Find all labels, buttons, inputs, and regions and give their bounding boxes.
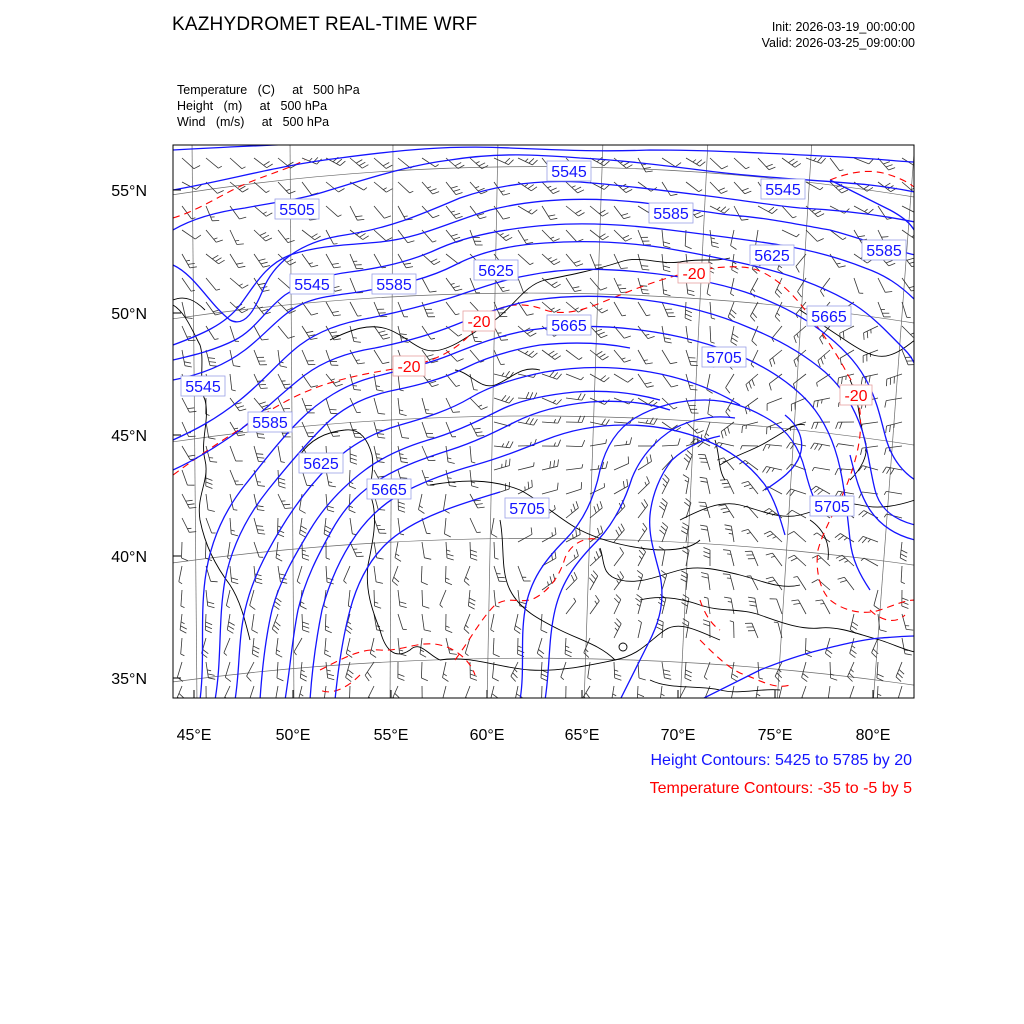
field-wind: Wind (m/s) at 500 hPa bbox=[177, 115, 330, 129]
height-contour-label bbox=[649, 203, 693, 223]
svg-text:5665: 5665 bbox=[551, 318, 587, 335]
svg-text:5585: 5585 bbox=[252, 415, 288, 432]
height-contour-label bbox=[547, 315, 591, 335]
temperature-contour-label bbox=[393, 356, 425, 376]
svg-text:5625: 5625 bbox=[754, 248, 790, 265]
svg-text:-20: -20 bbox=[844, 388, 868, 405]
height-contour-label bbox=[299, 453, 343, 473]
legend-height: Height Contours: 5425 to 5785 by 20 bbox=[650, 752, 912, 769]
height-contour-label bbox=[862, 240, 906, 260]
svg-text:5665: 5665 bbox=[371, 482, 407, 499]
svg-text:-20: -20 bbox=[467, 314, 491, 331]
country-borders bbox=[173, 258, 915, 692]
field-height: Height (m) at 500 hPa bbox=[177, 99, 328, 113]
height-contour-label bbox=[290, 274, 334, 294]
valid-time: Valid: 2026-03-25_09:00:00 bbox=[761, 36, 915, 50]
temperature-contour-label bbox=[840, 385, 872, 405]
field-temperature: Temperature (C) at 500 hPa bbox=[177, 83, 360, 97]
lat-tick-label: 40°N bbox=[111, 549, 147, 566]
svg-text:5545: 5545 bbox=[185, 379, 221, 396]
lat-tick-label: 35°N bbox=[111, 671, 147, 688]
height-contour-label bbox=[474, 260, 518, 280]
svg-text:-20: -20 bbox=[397, 359, 421, 376]
lon-tick-label: 65°E bbox=[564, 727, 600, 744]
svg-text:5665: 5665 bbox=[811, 309, 847, 326]
init-time: Init: 2026-03-19_00:00:00 bbox=[771, 20, 915, 34]
lon-tick-label: 60°E bbox=[469, 727, 505, 744]
svg-text:5625: 5625 bbox=[303, 456, 339, 473]
lon-tick-label: 50°E bbox=[275, 727, 311, 744]
svg-text:5585: 5585 bbox=[376, 277, 412, 294]
height-contour-label bbox=[372, 274, 416, 294]
lon-tick-label: 75°E bbox=[757, 727, 793, 744]
height-contour-label bbox=[181, 376, 225, 396]
svg-text:5545: 5545 bbox=[765, 182, 801, 199]
height-contour-label bbox=[248, 412, 292, 432]
height-contour-label bbox=[807, 306, 851, 326]
lon-tick-label: 80°E bbox=[855, 727, 891, 744]
height-contour-label bbox=[505, 498, 549, 518]
height-contour-label bbox=[750, 245, 794, 265]
lat-tick-label: 50°N bbox=[111, 306, 147, 323]
temperature-contour-label bbox=[678, 263, 710, 283]
svg-text:5705: 5705 bbox=[509, 501, 545, 518]
svg-text:-20: -20 bbox=[682, 266, 706, 283]
lat-tick-label: 45°N bbox=[111, 428, 147, 445]
legend-temperature: Temperature Contours: -35 to -5 by 5 bbox=[649, 780, 912, 797]
svg-text:5545: 5545 bbox=[551, 164, 587, 181]
svg-text:5545: 5545 bbox=[294, 277, 330, 294]
height-contour-label bbox=[702, 347, 746, 367]
lat-tick-label: 55°N bbox=[111, 183, 147, 200]
svg-text:5585: 5585 bbox=[866, 243, 902, 260]
chart-title: KAZHYDROMET REAL-TIME WRF bbox=[172, 14, 478, 35]
svg-text:5625: 5625 bbox=[478, 263, 514, 280]
svg-text:5585: 5585 bbox=[653, 206, 689, 223]
lon-tick-label: 70°E bbox=[660, 727, 696, 744]
lon-tick-label: 55°E bbox=[373, 727, 409, 744]
temperature-contour-label bbox=[463, 311, 495, 331]
svg-text:5705: 5705 bbox=[706, 350, 742, 367]
svg-text:5505: 5505 bbox=[279, 202, 315, 219]
height-contour-label bbox=[547, 161, 591, 181]
height-contour-label bbox=[810, 496, 854, 516]
height-contour-label bbox=[275, 199, 319, 219]
height-contour-label bbox=[367, 479, 411, 499]
svg-text:5705: 5705 bbox=[814, 499, 850, 516]
height-contour-label bbox=[761, 179, 805, 199]
lon-tick-label: 45°E bbox=[176, 727, 212, 744]
